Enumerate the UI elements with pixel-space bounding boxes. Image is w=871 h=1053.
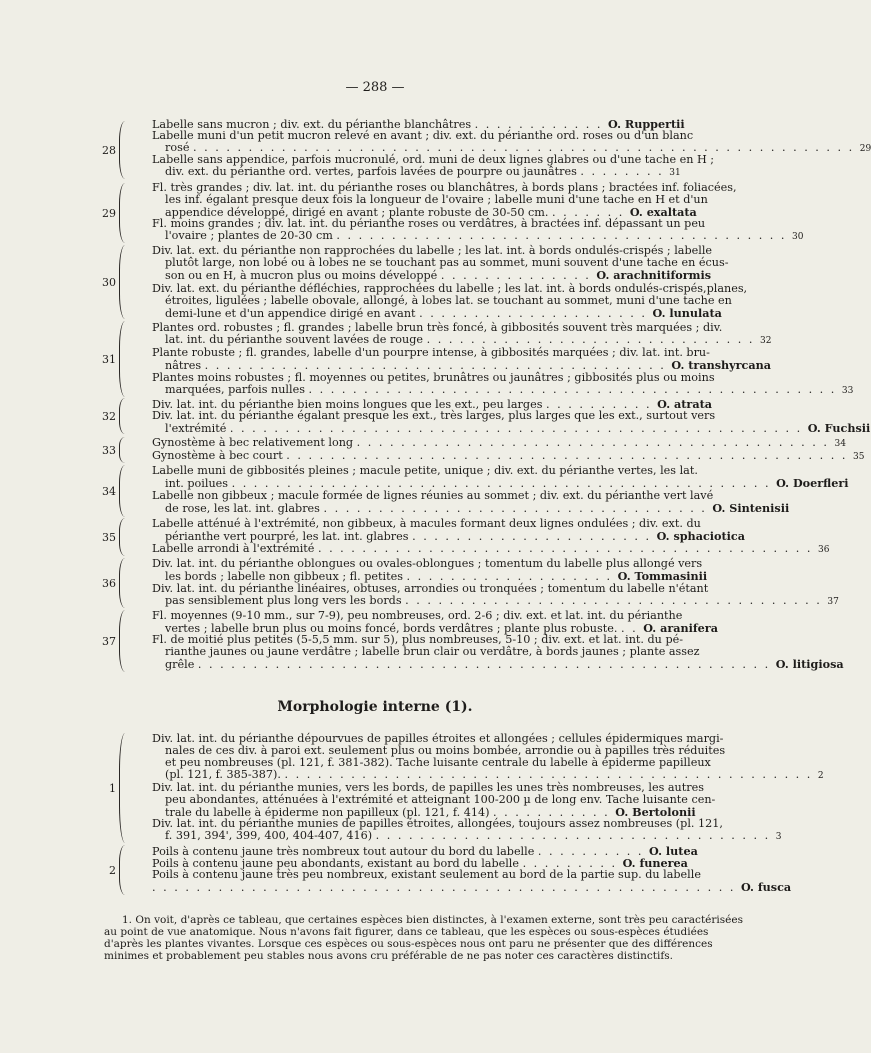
leader-dots: . . . . . . . . . .: [537, 845, 650, 858]
couplet-reference: 37: [827, 597, 839, 607]
line-text: de rose, les lat. int. glabres: [165, 502, 324, 515]
couplet-number: 28: [102, 143, 116, 157]
leader-dots: . . . . . . . . . . . . . . . . . . . . . . . . . . . . . . . . . . . . . .: [405, 594, 828, 607]
line-text: Labelle muni de gibbosités pleines ; macule petite, unique ; div. ext. du périanthe vertes, les lat.: [152, 464, 698, 477]
leader-dots: . . . . . . . . . . . . . . . . . . . . . . . . . . . . . . . . . . . . . . . . . . . . .: [317, 542, 819, 555]
line-text: Div. lat. int. du périanthe bien moins longues que les ext., peu larges: [152, 398, 546, 411]
key-line: [165, 501, 790, 516]
line-text: lat. int. du périanthe souvent lavées de rouge: [165, 333, 427, 346]
couplet-reference: 34: [834, 439, 846, 449]
leader-dots: . . . . . . . .: [580, 165, 670, 178]
leader-dots: . . . . . . . . . . . . . . . . . . . . . . . . . . . . . . . . . . . . . . . . . .: [204, 359, 672, 372]
couplet-marker: [98, 733, 130, 843]
key-line: [152, 465, 724, 478]
leader-dots: . . . . . . . . . . .: [493, 806, 616, 819]
footnote-line: au point de vue anatomique. Nous n'avons fait figurer, dans ce tableau, que les espèces ou sous-espèces étudiées: [104, 926, 709, 938]
couplet-brace: [119, 518, 125, 556]
species-name: O. Doerfleri: [776, 476, 849, 490]
species-name: O. funerea: [622, 856, 688, 870]
couplet-number: 1: [109, 781, 116, 795]
key-line: [165, 829, 782, 844]
key-line: [165, 657, 844, 672]
line-text: Plantes moins robustes ; fl. moyennes ou petites, brunâtres ou jaunâtres ; gibbosités plus ou moins: [152, 371, 715, 384]
line-text: nâtres: [165, 359, 205, 372]
key-line: [152, 347, 724, 360]
line-text: peu abondantes, atténuées à l'extrémité et atteignant 100-200 µ de long env. Tache luisante cen-: [165, 793, 716, 806]
couplet-marker: [98, 245, 130, 319]
key-line: [152, 610, 724, 623]
line-text: l'extrémité: [165, 422, 230, 435]
line-text: Div. lat. int. du périanthe munies, vers les bords, de papilles les unes très nombreuses, les autres: [152, 781, 704, 794]
line-text: Poils à contenu jaune très nombreux tout autour du bord du labelle: [152, 845, 538, 858]
couplet-reference: 33: [841, 386, 854, 396]
line-text: appendice développé, dirigé en avant ; plante robuste de 30-50 cm.: [165, 206, 553, 219]
couplet-brace: [119, 465, 125, 517]
line-text: Labelle non gibbeux ; macule formée de lignes réunies au sommet ; div. ext. du périanthe vert lavé: [152, 489, 714, 502]
key-line: [152, 490, 724, 503]
couplet-number: 33: [102, 443, 116, 457]
line-text: div. ext. du périanthe ord. vertes, parfois lavées de pourpre ou jaunâtres: [165, 165, 581, 178]
key-line: [165, 229, 804, 244]
line-text: Plante robuste ; fl. grandes, labelle d'un pourpre intense, à gibbosités marquées ; div. lat. int. bru-: [152, 346, 710, 359]
line-text: Labelle arrondi à l'extrémité: [152, 542, 318, 555]
couplet-brace: [119, 437, 125, 463]
leader-dots: . . . . . . . . . . . . . . . . . . . . . . . . . . . . . . . . . . . . . . . . . . . . . . . . .: [231, 477, 777, 490]
couplet-brace: [119, 183, 125, 243]
line-text: Poils à contenu jaune peu abondants, existant au bord du labelle: [152, 857, 523, 870]
leader-dots: . . . . . . . . . . . . . . . . . . . . . . . . . . . . . . . . . . . . . . . . . . . . . . . .: [284, 768, 818, 781]
species-name: O. Bertolonii: [615, 805, 696, 819]
couplet-brace: [119, 398, 125, 434]
key-line: [165, 421, 871, 436]
couplet-marker: [98, 183, 130, 243]
line-text: étroites, ligulées ; labelle obovale, allongé, à lobes lat. se touchant au sommet, muni d'une tache en: [165, 294, 732, 307]
species-name: O. exaltata: [629, 205, 697, 219]
couplet-reference: 36: [818, 545, 830, 555]
line-text: les bords ; labelle non gibbeux ; fl. petites: [165, 570, 407, 583]
leader-dots: . . . . . . . . . . . . . . . . . . . . . . . . . . . . . . . . . . . . . . . . . . . . . . . . . . . . .: [152, 881, 741, 894]
line-text: (pl. 121, f. 385-387).: [165, 768, 285, 781]
line-text: les inf. égalant presque deux fois la longueur de l'ovaire ; labelle muni d'une tache en H et d'un: [165, 193, 708, 206]
couplet-number: 2: [109, 863, 116, 877]
line-text: rianthe jaunes ou jaune verdâtre ; labelle brun clair ou verdâtre, à bords jaunes ; plante assez: [165, 645, 700, 658]
key-line: [152, 518, 724, 531]
couplet-reference: 35: [853, 452, 865, 462]
key-line: [152, 449, 865, 464]
couplet-marker: [98, 321, 130, 397]
line-text: Fl. moyennes (9-10 mm., sur 7-9), peu nombreuses, ord. 2-6 ; div. ext. et lat. int. du périanthe: [152, 609, 683, 622]
leader-dots: . . . . . . . . . . . . . . . . . . . . . . . . . . . . . . . . . . . . . . . . . . . . . . . .: [308, 383, 842, 396]
line-text: Div. lat. int. du périanthe égalant presque les ext., très larges, plus larges que les ext., surtout vers: [152, 409, 716, 422]
line-text: plutôt large, non lobé ou à lobes ne se touchant pas au sommet, muni souvent d'une tache en écus-: [165, 256, 729, 269]
line-text: marquées, parfois nulles: [165, 383, 309, 396]
couplet-marker: [98, 398, 130, 434]
line-text: Div. lat. int. du périanthe linéaires, obtuses, arrondies ou tronquées ; tomentum du labelle n'étant: [152, 582, 709, 595]
species-name: O. aranifera: [643, 621, 718, 635]
line-text: Labelle atténué à l'extrémité, non gibbeux, à macules formant deux lignes ondulées ; div. ext. du: [152, 517, 701, 530]
leader-dots: . . . . . . . . . . . . . . . . . . . . . . . . . . . . . . . . . . . . . . . . . . . . . . . . . . .: [286, 449, 854, 462]
species-name: O. Ruppertii: [608, 117, 685, 131]
line-text: trale du labelle à épiderme non papilleux (pl. 121, f. 414): [165, 806, 493, 819]
leader-dots: . . . . . . . . . . . . . .: [440, 269, 597, 282]
key-line: [165, 294, 732, 308]
line-text: Div. lat. ext. du périanthe non rapprochées du labelle ; les lat. int. à bords ondulés-crispés ; labelle: [152, 244, 713, 257]
couplet-reference: 29: [859, 144, 871, 154]
couplet-number: 36: [102, 576, 116, 590]
couplet-number: 31: [102, 352, 116, 366]
couplet-marker: [98, 437, 130, 463]
leader-dots: . . . . . . . . . . . . . . . . . . . . . . . . . . . . . . . . . . .: [323, 502, 713, 515]
line-text: Gynostème à bec relativement long: [152, 436, 357, 449]
line-text: périanthe vert pourpré, les lat. int. glabres: [165, 530, 413, 543]
couplet-marker: [98, 845, 130, 895]
couplet-number: 34: [102, 484, 116, 498]
key-line: [152, 410, 724, 423]
couplet-reference: 3: [775, 832, 782, 842]
line-text: nales de ces div. à paroi ext. seulement plus ou moins bombée, arrondie ou à papilles très réduites: [165, 744, 726, 757]
line-text: et peu nombreuses (pl. 121, f. 381-382). Tache luisante centrale du labelle à épiderme papilleux: [165, 756, 711, 769]
footnote-line: d'après les plantes vivantes. Lorsque ces espèces ou sous-espèces nous ont paru ne présenter que des différences: [104, 938, 713, 950]
couplet-marker: [98, 518, 130, 556]
species-name: O. Tommasinii: [617, 569, 708, 583]
line-text: Div. lat. ext. du périanthe défléchies, rapprochées du labelle ; les lat. int. à bords ondulés-crispés,planes,: [152, 282, 748, 295]
leader-dots: . . . . . . . . . . . . . . . . . . .: [406, 570, 618, 583]
line-text: grêle: [165, 658, 198, 671]
key-line: [165, 383, 854, 398]
couplet-reference: 2: [817, 771, 824, 781]
line-text: Labelle muni d'un petit mucron relevé en avant ; div. ext. du périanthe ord. roses ou d'un blanc: [152, 129, 694, 142]
couplet-reference: 31: [669, 168, 681, 178]
key-line: [165, 646, 724, 659]
species-name: O. lutea: [649, 844, 698, 858]
leader-dots: . . . . . . . . . . . . . . . . . . . . . . . . . . . . . . . . . . . .: [375, 829, 776, 842]
section-heading: Morphologie interne (1).: [277, 699, 473, 715]
leader-dots: . . . . . . . . . . . . . . . . . . . . .: [419, 307, 653, 320]
line-text: Poils à contenu jaune très peu nombreux, existant seulement au bord de la partie sup. du labelle: [152, 868, 701, 881]
species-name: O. sphaciotica: [656, 529, 745, 543]
line-text: demi-lune et d'un appendice dirigé en avant: [165, 307, 420, 320]
species-name: O. Sintenisii: [712, 501, 790, 515]
couplet-number: 35: [102, 530, 116, 544]
line-text: int. poilues: [165, 477, 232, 490]
line-text: Div. lat. int. du périanthe oblongues ou ovales-oblongues ; tomentum du labelle plus allongé vers: [152, 557, 703, 570]
species-name: O. transhyrcana: [671, 358, 771, 372]
line-text: Plantes ord. robustes ; fl. grandes ; labelle brun très foncé, à gibbosités souvent très marquées ; div.: [152, 321, 723, 334]
leader-dots: . . . . . . . . . . . . . . . . . . . . . . . . . . . . . .: [426, 333, 760, 346]
key-line: [152, 542, 830, 557]
couplet-brace: [119, 845, 125, 895]
couplet-number: 30: [102, 275, 116, 289]
species-name: O. Fuchsii: [807, 421, 871, 435]
leader-dots: . .: [620, 622, 644, 635]
line-text: f. 391, 394', 399, 400, 404-407, 416): [165, 829, 376, 842]
line-text: Div. lat. int. du périanthe dépourvues de papilles étroites et allongées ; cellules épidermiques margi-: [152, 732, 724, 745]
couplet-brace: [119, 558, 125, 608]
line-text: Fl. très grandes ; div. lat. int. du périanthe roses ou blanchâtres, à bords plans ; bractées inf. foliacées,: [152, 181, 737, 194]
key-line: [165, 307, 724, 321]
key-line: [165, 166, 724, 180]
leader-dots: . . . . . . . . . . . .: [474, 118, 609, 131]
leader-dots: . . . . . . . . . . . . . . . . . . . . . . . . . . . . . . . . . . . . . . . . . . . . . . . . . . . .: [197, 658, 776, 671]
couplet-brace: [119, 245, 125, 319]
couplet-number: 32: [102, 409, 116, 423]
line-text: Gynostème à bec court: [152, 449, 287, 462]
couplet-reference: 32: [759, 336, 772, 346]
leader-dots: . . . . . . .: [552, 206, 630, 219]
key-line: [165, 269, 724, 283]
line-text: rosé: [165, 141, 194, 154]
couplet-brace: [119, 610, 125, 672]
couplet-brace: [119, 733, 125, 843]
line-text: pas sensiblement plus long vers les bords: [165, 594, 406, 607]
species-name: O. litigiosa: [775, 657, 844, 671]
key-line: [152, 869, 724, 882]
couplet-brace: [119, 321, 125, 397]
species-name: O. arachnitiformis: [596, 268, 711, 282]
couplet-number: 29: [102, 206, 116, 220]
line-text: Labelle sans appendice, parfois mucronulé, ord. muni de deux lignes glabres ou d'une tache en H ;: [152, 153, 715, 166]
species-name: O. lunulata: [652, 306, 722, 320]
leader-dots: . . . . . . . . . . . . . . . . . . . . . . . . . . . . . . . . . . . . . . . . . . . . . . . . . . . . . . . . . . . .: [193, 141, 860, 154]
line-text: Fl. de moitié plus petites (5-5,5 mm. sur 5), plus nombreuses, 5-10 ; div. ext. et lat. int. du pé-: [152, 633, 684, 646]
couplet-marker: [98, 121, 130, 179]
line-text: Div. lat. int. du périanthe munies de papilles étroites, allongées, toujours assez nombreuses (pl. 121,: [152, 817, 723, 830]
couplet-brace: [119, 121, 125, 179]
line-text: son ou en H, à mucron plus ou moins développé: [165, 269, 441, 282]
line-text: l'ovaire ; plantes de 20-30 cm: [165, 229, 337, 242]
couplet-marker: [98, 558, 130, 608]
footnote-line: minimes et probablement peu stables nous avons cru préférable de ne pas noter ces caractères distinctifs.: [104, 950, 673, 962]
line-text: vertes ; labelle brun plus ou moins foncé, bords verdâtres ; plante plus robuste.: [165, 622, 621, 635]
leader-dots: . . . . . . . . . .: [546, 398, 658, 411]
leader-dots: . . . . . . . . . . . . . . . . . . . . . . . . . . . . . . . . . . . . . . . . .: [336, 229, 793, 242]
couplet-number: 37: [102, 634, 116, 648]
species-name: O. fusca: [740, 880, 792, 894]
leader-dots: . . . . . . . . . . . . . . . . . . . . . . . . . . . . . . . . . . . . . . . . . . . . . . . . . . . .: [229, 422, 808, 435]
line-text: Fl. moins grandes ; div. lat. int. du périanthe roses ou verdâtres, à bractées inf. dépassant un peu: [152, 217, 706, 230]
couplet-marker: [98, 610, 130, 672]
leader-dots: . . . . . . . . . . . . . . . . . . . . . . . . . . . . . . . . . . . . . . . . . . .: [356, 436, 835, 449]
species-name: O. atrata: [657, 397, 712, 411]
key-line: [165, 594, 839, 609]
line-text: Labelle sans mucron ; div. ext. du périanthe blanchâtres: [152, 118, 475, 131]
leader-dots: . . . . . . . . .: [522, 857, 623, 870]
couplet-marker: [98, 465, 130, 517]
leader-dots: . . . . . . . . . . . . . . . . . . . . . .: [412, 530, 657, 543]
key-line: [152, 880, 792, 895]
couplet-reference: 30: [792, 232, 804, 242]
page-number: — 288 —: [345, 80, 405, 95]
footnote-line: 1. On voit, d'après ce tableau, que certaines espèces bien distinctes, à l'examen externe, sont très peu caractérisées: [122, 914, 743, 926]
